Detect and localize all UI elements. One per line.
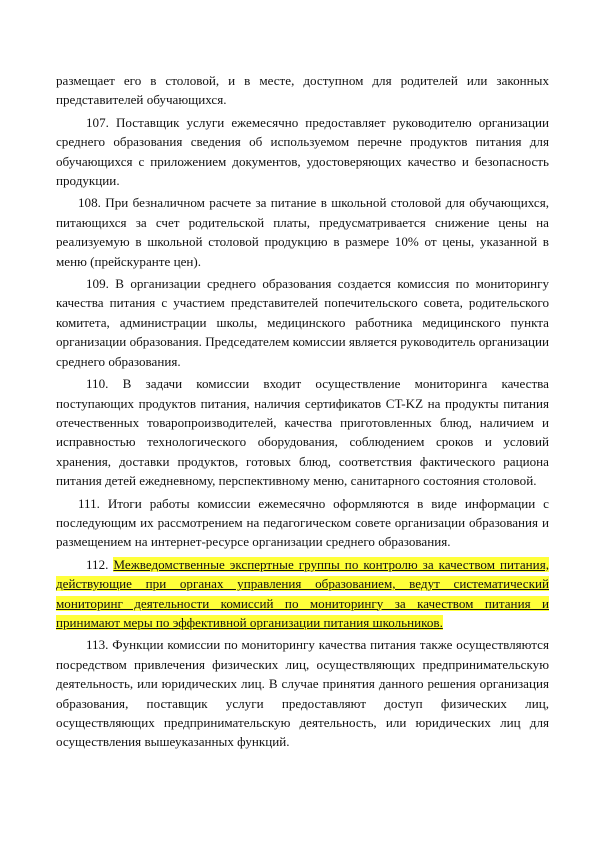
- paragraph-continuation: размещает его в столовой, и в месте, доступном для родителей или законных представителей обучающихся.: [56, 73, 549, 108]
- highlighted-text: Межведомственные экспертные группы по контролю за качеством питания, действующие при органах управления образованием, ведут систематический мониторинг деятельности комиссий по мониторингу за качеством питания и принимают меры по эффективной организации питания школьников.: [56, 556, 549, 630]
- paragraph-110: 110. В задачи комиссии входит осуществление мониторинга качества поступающих продуктов питания, наличия сертификатов CT-KZ на продукты питания отечественных товаропроизводителей, качества приготовленных блюд, наличием и исправностью технологического оборудования, соблюдением сроков и условий хранения, доставки продуктов, готовых блюд, соответствия фактического рациона питания детей ежедневному, перспективному меню, санитарного состояния столовой.: [56, 376, 549, 489]
- paragraph-112: [56, 555, 549, 633]
- paragraph-108: 108. При безналичном расчете за питание в школьной столовой для обучающихся, питающихся за счет родительской платы, предусматривается снижение цены на реализуемую в школьной столовой продукцию в размере 10% от цены, указанной в меню (прейскуранте цен).: [56, 195, 549, 269]
- paragraph-112-number: 112.: [86, 556, 109, 572]
- paragraph-113: 113. Функции комиссии по мониторингу качества питания также осуществляются посредством привлечения физических лиц, осуществляющих предпринимательскую деятельность, или юридических лиц. В случае принятия данного решения организация образования, поставщик услуги предоставляют доступ физических лиц, осуществляющих предпринимательскую деятельность, или юридических лиц для осуществления вышеуказанных функций.: [56, 637, 549, 750]
- paragraph-107: 107. Поставщик услуги ежемесячно предоставляет руководителю организации среднего образования сведения об используемом перечне продуктов питания для обучающихся с приложением документов, удостоверяющих качество и безопасность продукции.: [56, 114, 549, 189]
- paragraph-111: 111. Итоги работы комиссии ежемесячно оформляются в виде информации с последующим их рассмотрением на педагогическом совете организации образования и размещением на интернет-ресурсе организации среднего образования.: [56, 495, 549, 550]
- paragraph-109: 109. В организации среднего образования создается комиссия по мониторингу качества питания с участием представителей попечительского совета, родительского комитета, администрации школы, медицинского работника медицинского пункта организации образования. Председателем комиссии является руководитель организации среднего образования.: [56, 276, 549, 369]
